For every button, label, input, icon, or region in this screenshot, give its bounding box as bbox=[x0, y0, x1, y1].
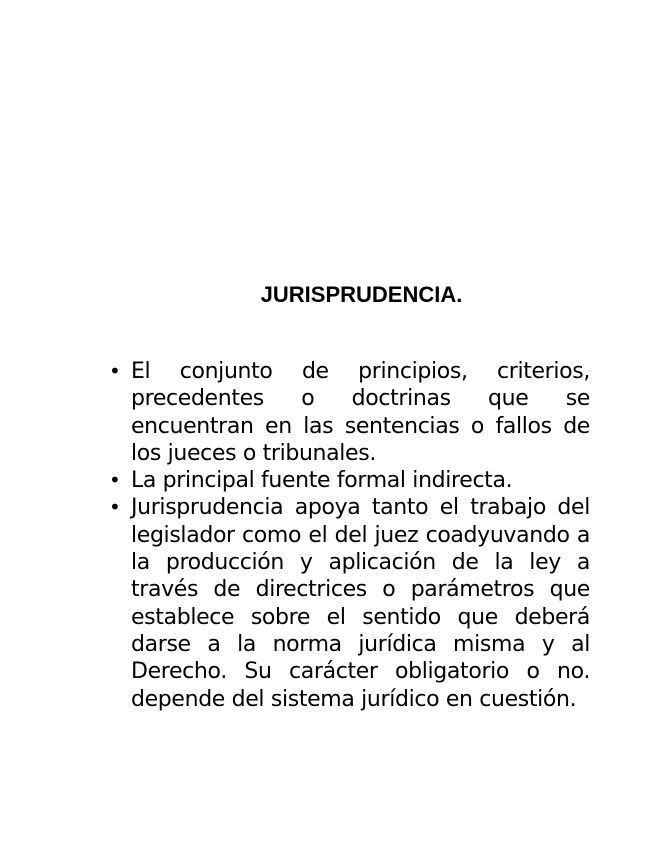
list-item-text: Jurisprudencia apoya tanto el trabajo del legislador como el del juez coadyuvando a la producción y aplicación de la ley a través de directrices o parámetros que establece sobre el sentido que deberá darse a la norma jurídica misma y al Derecho. Su carácter obligatorio o no. depende del sistema jurídico en cuestión. bbox=[131, 495, 590, 712]
list-item-text: La principal fuente formal indirecta. bbox=[131, 468, 513, 494]
bullet-icon: • bbox=[109, 468, 121, 493]
page-title: JURISPRUDENCIA. bbox=[260, 282, 463, 307]
list-item-text: El conjunto de principios, criterios, precedentes o doctrinas que se encuentran en las sentencias o fallos de los jueces o tribunales. bbox=[131, 359, 590, 466]
list-item bbox=[109, 494, 590, 712]
bullet-list bbox=[109, 358, 590, 713]
list-item bbox=[109, 358, 590, 467]
list-item bbox=[109, 467, 590, 494]
bullet-icon: • bbox=[109, 359, 121, 383]
bullet-icon: • bbox=[109, 495, 121, 520]
